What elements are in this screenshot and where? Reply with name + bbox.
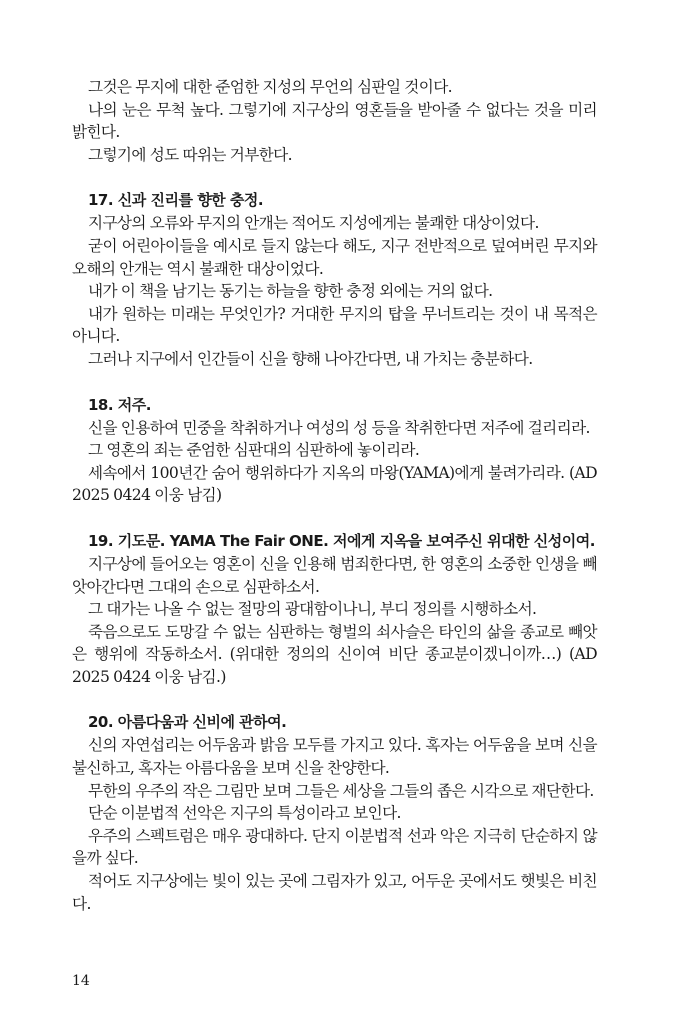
- section-heading: 19. 기도문. YAMA The Fair ONE. 저에게 지옥을 보여주신 위대한 신성이여.: [88, 531, 595, 550]
- section-20: [72, 711, 597, 915]
- section-17: [72, 189, 597, 370]
- paragraph: 죽음으로도 도망갈 수 없는 심판하는 형벌의 쇠사슬은 타인의 삶을 종교로 빼앗은 행위에 작동하소서. (위대한 정의의 신이여 비단 종교분이겠니이까…) (AD 2025 0424 이웅 남김.): [72, 622, 597, 686]
- paragraph: 그러나 지구에서 인간들이 신을 향해 나아간다면, 내 가치는 충분하다.: [88, 349, 533, 368]
- paragraph: 내가 이 책을 남기는 동기는 하늘을 향한 충정 외에는 거의 없다.: [88, 282, 493, 301]
- paragraph: 지구상의 오류와 무지의 안개는 적어도 지성에게는 불쾌한 대상이었다.: [88, 214, 539, 233]
- paragraph: 굳이 어린아이들을 예시로 들지 않는다 해도, 지구 전반적으로 덮여버린 무지와 오해의 안개는 역시 불쾌한 대상이었다.: [72, 236, 597, 278]
- paragraph: 적어도 지구상에는 빛이 있는 곳에 그림자가 있고, 어두운 곳에서도 햇빛은 비친다.: [72, 872, 597, 913]
- intro-block: [72, 76, 597, 166]
- page-body: [72, 76, 597, 915]
- paragraph: 우주의 스펙트럼은 매우 광대하다. 단지 이분법적 선과 악은 지극히 단순하지 않을까 싶다.: [72, 826, 597, 868]
- paragraph: 그 영혼의 죄는 준엄한 심판대의 심판하에 놓이리라.: [88, 441, 420, 460]
- paragraph: 그것은 무지에 대한 준엄한 지성의 무언의 심판일 것이다.: [88, 78, 453, 96]
- paragraph: 그 대가는 나올 수 없는 절망의 광대함이나니, 부디 정의를 시행하소서.: [88, 600, 537, 619]
- paragraph: 세속에서 100년간 숨어 행위하다가 지옥의 마왕(YAMA)에게 불려가리라. (AD 2025 0424 이웅 남김): [72, 463, 597, 505]
- paragraph: 무한의 우주의 작은 그림만 보며 그들은 세상을 그들의 좁은 시각으로 재단한다.: [88, 781, 594, 800]
- section-heading: 20. 아름다움과 신비에 관하여.: [88, 713, 287, 732]
- paragraph: 신을 인용하여 민중을 착취하거나 여성의 성 등을 착취한다면 저주에 걸리리라.: [88, 418, 590, 437]
- section-heading: 17. 신과 진리를 향한 충정.: [88, 191, 264, 210]
- section-heading: 18. 저주.: [88, 395, 151, 414]
- paragraph: 신의 자연섭리는 어두움과 밝음 모두를 가지고 있다. 혹자는 어두움을 보며 신을 불신하고, 혹자는 아름다움을 보며 신을 찬양한다.: [72, 736, 597, 778]
- paragraph: 그렇기에 성도 따위는 거부한다.: [88, 145, 292, 164]
- paragraph: 지구상에 들어오는 영혼이 신을 인용해 범죄한다면, 한 영혼의 소중한 인생을 빼앗아간다면 그대의 손으로 심판하소서.: [72, 554, 597, 596]
- section-19: [72, 530, 597, 689]
- paragraph: 단순 이분법적 선악은 지구의 특성이라고 보인다.: [88, 804, 401, 823]
- section-18: [72, 394, 597, 507]
- page-number: 14: [72, 973, 90, 989]
- paragraph: 나의 눈은 무척 높다. 그렇기에 지구상의 영혼들을 받아줄 수 없다는 것을 미리 밝힌다.: [72, 100, 597, 142]
- paragraph: 내가 원하는 미래는 무엇인가? 거대한 무지의 탑을 무너트리는 것이 내 목적은 아니다.: [72, 304, 597, 346]
